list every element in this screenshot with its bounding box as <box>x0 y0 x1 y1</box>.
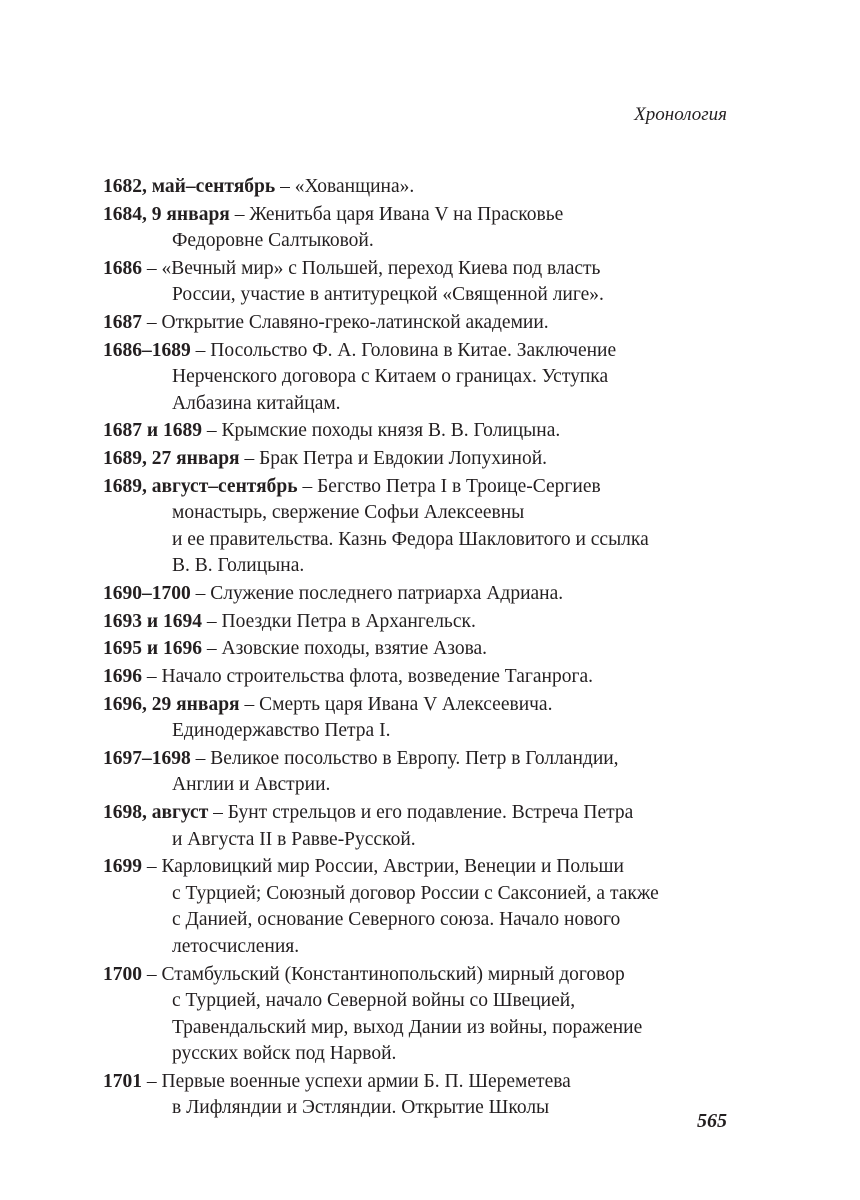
entry-text: Нерченского договора с Китаем о границах. Уступка <box>172 366 609 388</box>
entry-date: 1689, 27 января <box>103 448 240 470</box>
chronology-entry <box>103 664 743 691</box>
entry-text: Великое посольство в Европу. Петр в Голландии, <box>210 747 619 769</box>
entry-line <box>103 988 743 1015</box>
entry-line: 1689, 27 января – Брак Петра и Евдокии Лопухиной. <box>103 448 548 470</box>
entry-text: Первые военные успехи армии Б. П. Шереметева <box>161 1070 571 1092</box>
entry-text: России, участие в антитурецкой «Священной лиге». <box>172 284 604 306</box>
entry-date: 1696 <box>103 666 142 688</box>
chronology-entry <box>103 474 743 580</box>
entry-line <box>103 282 743 309</box>
chronology-entry <box>103 962 743 1068</box>
entry-date: 1696, 29 января <box>103 693 240 715</box>
entry-line: 1696, 29 января – Смерть царя Ивана V Алексеевича. <box>103 693 553 715</box>
entry-line: 1686–1689 – Посольство Ф. А. Головина в Китае. Заключение <box>103 339 617 361</box>
entry-text: с Турцией, начало Северной войны со Швецией, <box>172 990 576 1011</box>
entry-text: «Хованщина». <box>294 176 415 197</box>
chronology-entry <box>103 256 743 309</box>
entry-text: Травендальский мир, выход Дании из войны, поражение <box>172 1016 643 1038</box>
entry-line <box>103 907 743 934</box>
entry-line: 1701 – Первые военные успехи армии Б. П. Шереметева <box>103 1070 571 1092</box>
entry-text: «Вечный мир» с Польшей, переход Киева под власть <box>161 257 601 279</box>
chronology-list <box>103 174 743 1123</box>
entry-text: и ее правительства. Казнь Федора Шакловитого и ссылка <box>172 528 649 550</box>
entry-date: 1682, май–сентябрь <box>103 176 276 197</box>
entry-line <box>103 827 743 854</box>
entry-text: Служение последнего патриарха Адриана. <box>210 583 564 604</box>
chronology-entry <box>103 854 743 960</box>
entry-text: Федоровне Салтыковой. <box>172 230 374 252</box>
entry-line <box>103 1041 743 1068</box>
entry-line: 1695 и 1696 – Азовские походы, взятие Азова. <box>103 638 488 660</box>
entry-text: Брак Петра и Евдокии Лопухиной. <box>259 448 548 470</box>
entry-line <box>103 1015 743 1042</box>
entry-text: Бунт стрельцов и его подавление. Встреча Петра <box>227 802 634 824</box>
chronology-entry <box>103 338 743 418</box>
entry-text: в Лифляндии и Эстляндии. Открытие Школы <box>172 1097 550 1119</box>
entry-line: 1687 – Открытие Славяно-греко-латинской академии. <box>103 312 549 334</box>
chronology-entry <box>103 692 743 745</box>
entry-line: 1690–1700 – Служение последнего патриарха Адриана. <box>103 583 564 604</box>
entry-line <box>103 553 743 580</box>
entry-date: 1686–1689 <box>103 339 191 361</box>
chronology-entry <box>103 418 743 445</box>
chronology-entry <box>103 174 743 201</box>
chronology-entry <box>103 310 743 337</box>
entry-line <box>103 500 743 527</box>
entry-line: 1684, 9 января – Женитьба царя Ивана V на Прасковье <box>103 203 564 225</box>
entry-line: 1700 – Стамбульский (Константинопольский) мирный договор <box>103 963 625 985</box>
chronology-entry <box>103 800 743 853</box>
entry-date: 1693 и 1694 <box>103 610 202 632</box>
entry-date: 1689, август–сентябрь <box>103 475 298 497</box>
entry-date: 1698, август <box>103 802 209 824</box>
entry-text: Единодержавство Петра I. <box>172 720 391 742</box>
entry-line: 1689, август–сентябрь – Бегство Петра I в Троице-Сергиев <box>103 475 601 497</box>
page-number: 565 <box>697 1110 727 1132</box>
chronology-entry <box>103 746 743 799</box>
entry-text: Крымские походы князя В. В. Голицына. <box>221 420 561 442</box>
entry-line: 1682, май–сентябрь – «Хованщина». <box>103 176 415 197</box>
entry-text: с Данией, основание Северного союза. Начало нового <box>172 909 621 931</box>
entry-text: Начало строительства флота, возведение Таганрога. <box>161 666 593 688</box>
entry-line <box>103 391 743 418</box>
entry-date: 1687 <box>103 312 142 334</box>
entry-line: 1686 – «Вечный мир» с Польшей, переход Киева под власть <box>103 257 601 279</box>
chronology-entry <box>103 636 743 663</box>
chronology-entry <box>103 581 743 608</box>
entry-text: Англии и Австрии. <box>172 774 331 796</box>
entry-line <box>103 881 743 908</box>
entry-text: Карловицкий мир России, Австрии, Венеции и Польши <box>161 856 624 878</box>
running-head: Хронология <box>634 104 727 125</box>
entry-date: 1695 и 1696 <box>103 638 202 660</box>
entry-text: Женитьба царя Ивана V на Прасковье <box>249 203 564 225</box>
entry-date: 1700 <box>103 963 142 985</box>
entry-text: с Турцией; Союзный договор России с Саксонией, а также <box>172 882 659 904</box>
entry-line: 1696 – Начало строительства флота, возведение Таганрога. <box>103 666 593 688</box>
entry-date: 1699 <box>103 856 142 878</box>
chronology-entry <box>103 609 743 636</box>
entry-line <box>103 772 743 799</box>
entry-line: 1693 и 1694 – Поездки Петра в Архангельск. <box>103 610 476 632</box>
chronology-entry <box>103 446 743 473</box>
entry-date: 1684, 9 января <box>103 203 230 225</box>
entry-text: Азовские походы, взятие Азова. <box>221 638 488 660</box>
entry-line: 1699 – Карловицкий мир России, Австрии, Венеции и Польши <box>103 856 624 878</box>
entry-line <box>103 934 743 961</box>
entry-text: Стамбульский (Константинопольский) мирный договор <box>161 963 625 985</box>
entry-line <box>103 1095 743 1122</box>
entry-text: Посольство Ф. А. Головина в Китае. Заключение <box>210 339 617 361</box>
entry-text: летосчисления. <box>172 935 300 957</box>
entry-text: В. В. Голицына. <box>172 555 305 577</box>
entry-date: 1687 и 1689 <box>103 420 202 442</box>
entry-text: и Августа II в Равве-Русской. <box>172 828 416 850</box>
entry-line <box>103 228 743 255</box>
entry-line: 1697–1698 – Великое посольство в Европу. Петр в Голландии, <box>103 747 619 769</box>
entry-date: 1697–1698 <box>103 747 191 769</box>
entry-text: Албазина китайцам. <box>172 392 341 414</box>
entry-text: Смерть царя Ивана V Алексеевича. <box>259 693 553 715</box>
chronology-entry <box>103 1069 743 1122</box>
entry-text: Бегство Петра I в Троице-Сергиев <box>317 475 601 497</box>
entry-text: Поездки Петра в Архангельск. <box>221 610 476 632</box>
entry-line: 1687 и 1689 – Крымские походы князя В. В. Голицына. <box>103 420 561 442</box>
entry-date: 1690–1700 <box>103 583 191 604</box>
entry-text: монастырь, свержение Софьи Алексеевны <box>172 502 525 524</box>
entry-line <box>103 718 743 745</box>
entry-line <box>103 364 743 391</box>
entry-text: русских войск под Нарвой. <box>172 1043 397 1064</box>
entry-date: 1701 <box>103 1070 142 1092</box>
entry-text: Открытие Славяно-греко-латинской академии. <box>161 312 549 334</box>
entry-line: 1698, август – Бунт стрельцов и его подавление. Встреча Петра <box>103 802 634 824</box>
entry-line <box>103 527 743 554</box>
entry-date: 1686 <box>103 257 142 279</box>
chronology-entry <box>103 202 743 255</box>
